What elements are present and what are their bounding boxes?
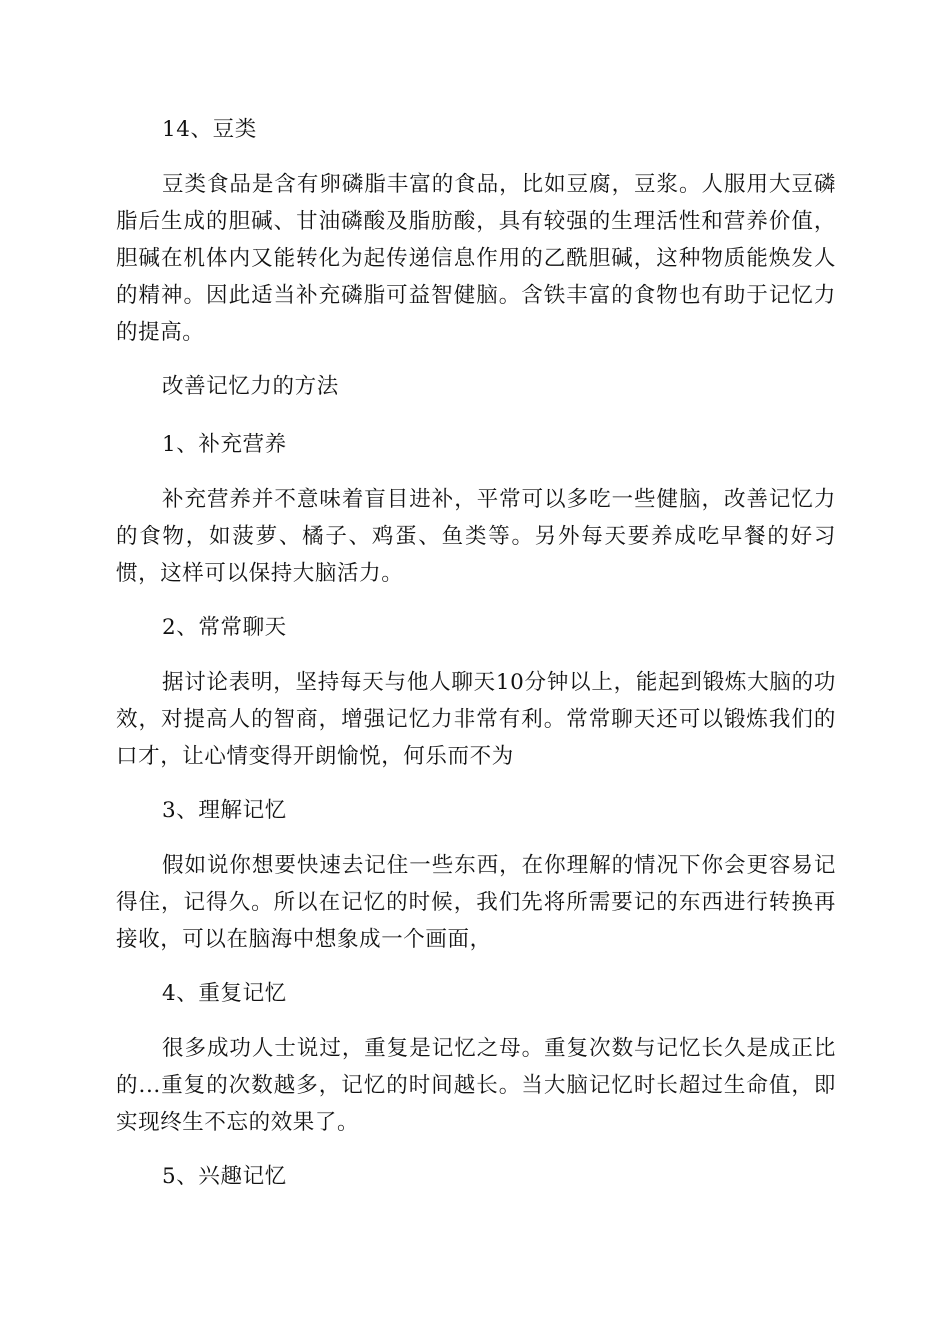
paragraph-beans: 豆类食品是含有卵磷脂丰富的食品，比如豆腐，豆浆。人服用大豆磷脂后生成的胆碱、甘油磷酸及脂肪酸，具有较强的生理活性和营养价值，胆碱在机体内又能转化为起传递信息作用的乙酰胆碱，这种物质能焕发人的精神。因此适当补充磷脂可益智健脑。含铁丰富的食物也有助于记忆力的提高。	[116, 172, 836, 345]
paragraph-nutrition: 补充营养并不意味着盲目进补，平常可以多吃一些健脑，改善记忆力的食物，如菠萝、橘子、鸡蛋、鱼类等。另外每天要养成吃早餐的好习惯，这样可以保持大脑活力。	[116, 487, 836, 586]
section-heading-methods: 改善记忆力的方法	[162, 374, 339, 399]
section-heading-understanding: 3、理解记忆	[162, 798, 287, 823]
paragraph-chat: 据讨论表明，坚持每天与他人聊天10分钟以上，能起到锻炼大脑的功效，对提高人的智商，增强记忆力非常有利。常常聊天还可以锻炼我们的口才，让心情变得开朗愉悦，何乐而不为	[116, 670, 836, 769]
paragraph-understanding: 假如说你想要快速去记住一些东西，在你理解的情况下你会更容易记得住，记得久。所以在记忆的时候，我们先将所需要记的东西进行转换再接收，可以在脑海中想象成一个画面，	[116, 853, 836, 952]
paragraph-repetition: 很多成功人士说过，重复是记忆之母。重复次数与记忆长久是成正比的...重复的次数越多，记忆的时间越长。当大脑记忆时长超过生命值，即实现终生不忘的效果了。	[116, 1036, 836, 1135]
section-heading-chat: 2、常常聊天	[162, 615, 287, 640]
section-heading-interest: 5、兴趣记忆	[162, 1164, 287, 1189]
document-page	[116, 108, 836, 1199]
section-heading-beans: 14、豆类	[162, 117, 257, 142]
section-heading-nutrition: 1、补充营养	[162, 432, 287, 457]
section-heading-repetition: 4、重复记忆	[162, 981, 287, 1006]
